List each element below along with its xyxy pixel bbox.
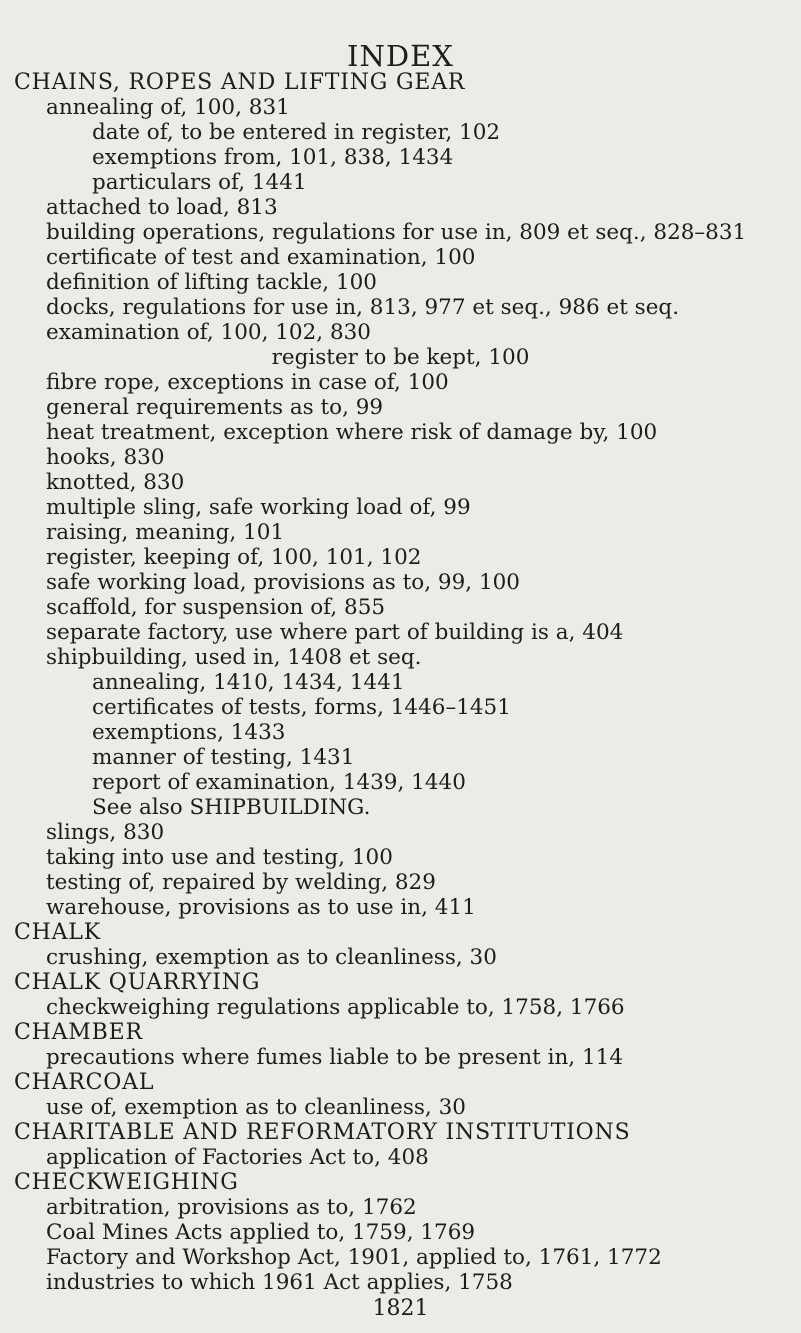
- index-entry: register to be kept, 100: [271, 345, 530, 370]
- index-heading: CHALK: [14, 920, 101, 945]
- index-entry: raising, meaning, 101: [46, 520, 285, 545]
- index-entry: See also SHIPBUILDING.: [92, 795, 371, 820]
- index-entry: knotted, 830: [46, 470, 185, 495]
- index-entry: shipbuilding, used in, 1408 et seq.: [46, 645, 422, 670]
- index-heading: CHECKWEIGHING: [14, 1170, 239, 1195]
- index-entry: annealing, 1410, 1434, 1441: [92, 670, 405, 695]
- index-entry: building operations, regulations for use in, 809 et seq., 828–831: [46, 220, 747, 245]
- index-entry: industries to which 1961 Act applies, 1758: [46, 1270, 513, 1295]
- index-entry: heat treatment, exception where risk of damage by, 100: [46, 420, 658, 445]
- index-entry: crushing, exemption as to cleanliness, 30: [46, 945, 497, 970]
- index-entry: general requirements as to, 99: [46, 395, 384, 420]
- index-entry: certificates of tests, forms, 1446–1451: [92, 695, 511, 720]
- index-entry: precautions where fumes liable to be present in, 114: [46, 1045, 624, 1070]
- index-entry: arbitration, provisions as to, 1762: [46, 1195, 417, 1220]
- index-entry: register, keeping of, 100, 101, 102: [46, 545, 422, 570]
- index-entry: safe working load, provisions as to, 99, 100: [46, 570, 520, 595]
- page-title: INDEX: [347, 39, 454, 73]
- index-entry: particulars of, 1441: [92, 170, 307, 195]
- index-heading: CHALK QUARRYING: [14, 970, 261, 995]
- page-number: 1821: [372, 1296, 429, 1321]
- index-entry: application of Factories Act to, 408: [46, 1145, 429, 1170]
- index-entry: checkweighing regulations applicable to, 1758, 1766: [46, 995, 625, 1020]
- index-entry: attached to load, 813: [46, 195, 278, 220]
- index-entry: taking into use and testing, 100: [46, 845, 393, 870]
- index-entry: separate factory, use where part of building is a, 404: [46, 620, 624, 645]
- index-entry: fibre rope, exceptions in case of, 100: [46, 370, 449, 395]
- index-entry: scaffold, for suspension of, 855: [46, 595, 386, 620]
- index-entry: exemptions from, 101, 838, 1434: [92, 145, 454, 170]
- index-entry: definition of lifting tackle, 100: [46, 270, 377, 295]
- index-heading: CHAMBER: [14, 1020, 143, 1045]
- index-entry: manner of testing, 1431: [92, 745, 355, 770]
- index-entry: Coal Mines Acts applied to, 1759, 1769: [46, 1220, 476, 1245]
- index-entry: hooks, 830: [46, 445, 165, 470]
- index-entry: docks, regulations for use in, 813, 977 et seq., 986 et seq.: [46, 295, 680, 320]
- index-entry: testing of, repaired by welding, 829: [46, 870, 436, 895]
- index-entry: examination of, 100, 102, 830: [46, 320, 371, 345]
- index-entry: report of examination, 1439, 1440: [92, 770, 466, 795]
- index-entry: multiple sling, safe working load of, 99: [46, 495, 471, 520]
- index-entry: use of, exemption as to cleanliness, 30: [46, 1095, 466, 1120]
- index-entry: slings, 830: [46, 820, 165, 845]
- index-heading: CHARCOAL: [14, 1070, 155, 1095]
- index-entry: exemptions, 1433: [92, 720, 286, 745]
- index-entry: Factory and Workshop Act, 1901, applied to, 1761, 1772: [46, 1245, 662, 1270]
- index-heading: CHAINS, ROPES AND LIFTING GEAR: [14, 70, 466, 95]
- index-entry: certificate of test and examination, 100: [46, 245, 476, 270]
- index-heading: CHARITABLE AND REFORMATORY INSTITUTIONS: [14, 1120, 631, 1145]
- index-entry: annealing of, 100, 831: [46, 95, 290, 120]
- index-entry: warehouse, provisions as to use in, 411: [46, 895, 476, 920]
- index-entry: date of, to be entered in register, 102: [92, 120, 501, 145]
